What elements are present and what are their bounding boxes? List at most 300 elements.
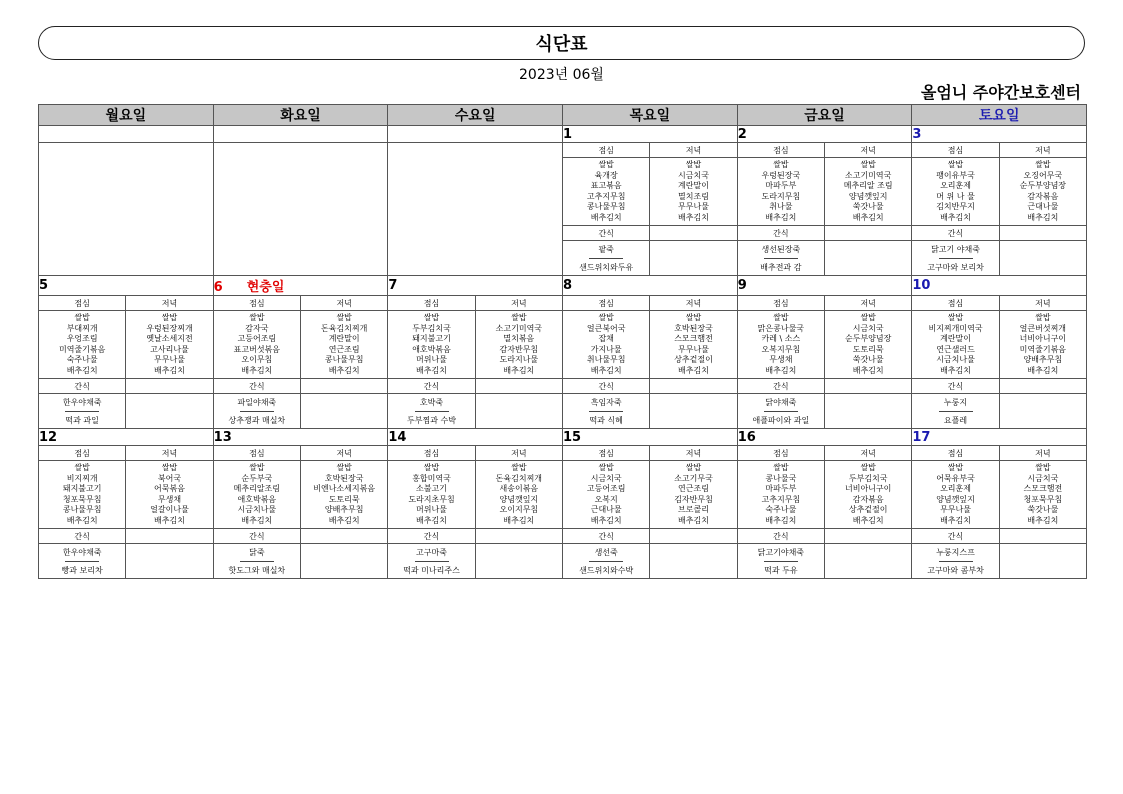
snack-divider	[764, 561, 798, 562]
menu-item: 배추김치	[154, 515, 185, 525]
snack-header-row	[39, 529, 1087, 544]
date-row	[39, 429, 1087, 446]
menu-item: 표고버섯볶음	[233, 344, 281, 354]
menu-item: 도토리묵	[852, 344, 884, 354]
menu-item: 계란말이	[328, 334, 360, 343]
snack-label: 간식	[737, 529, 824, 544]
lunch-menu	[563, 158, 650, 226]
menu-item: 감자볶음	[1027, 191, 1059, 201]
menu-item: 스모크햄전	[1023, 484, 1063, 493]
menu-item: 상추겉절이	[674, 355, 713, 364]
snack-item: 샌드위치와수박	[579, 565, 634, 575]
snack-empty	[999, 394, 1086, 429]
date-cell	[912, 126, 1087, 143]
lunch-menu	[563, 461, 650, 529]
menu-item: 시금치국	[852, 323, 884, 333]
menu-item: 근대나물	[1027, 202, 1059, 211]
snack-item: 핫도그와 매실차	[228, 565, 286, 575]
snack-label: 간식	[563, 226, 650, 241]
menu-item: 배추김치	[590, 515, 622, 525]
menu-item: 쌀밥	[947, 313, 964, 322]
menu-item: 어묵유부국	[936, 473, 975, 483]
snack-label-blank	[301, 529, 388, 544]
menu-item: 배추김치	[765, 515, 797, 525]
snack-row	[39, 544, 1087, 579]
menu-row	[39, 461, 1087, 529]
lunch-menu	[912, 311, 999, 379]
menu-item: 콩나물무침	[62, 505, 102, 514]
snack-empty	[825, 241, 912, 276]
menu-item: 어묵볶음	[154, 484, 185, 493]
snack-item: 파일야채죽	[237, 397, 277, 407]
meal-header-row	[39, 296, 1087, 311]
snack-item: 샌드위치와두유	[579, 262, 634, 272]
menu-item: 멸치조림	[678, 191, 709, 201]
snack-label: 간식	[213, 379, 300, 394]
dinner-label: 저녁	[301, 446, 388, 461]
menu-item: 오리훈제	[940, 181, 971, 190]
snack-cell	[388, 544, 475, 579]
menu-item: 콩나물무침	[586, 202, 626, 211]
snack-item: 닭고기야채죽	[757, 547, 805, 557]
snack-divider	[939, 411, 973, 412]
menu-item: 머 위 나 물	[936, 191, 975, 201]
menu-item: 옛날소세지전	[146, 334, 193, 343]
menu-item: 고추지무침	[761, 494, 801, 504]
snack-item: 생선죽	[594, 547, 618, 557]
menu-item: 쌀밥	[336, 463, 352, 472]
snack-label: 간식	[912, 379, 999, 394]
menu-item: 콩나물무침	[324, 355, 364, 364]
menu-item: 쌀밥	[947, 463, 964, 472]
meal-header-row	[39, 143, 1087, 158]
snack-divider	[415, 561, 449, 562]
menu-item: 오복지무침	[761, 344, 801, 354]
date-number: 7	[388, 278, 398, 293]
snack-cell	[563, 544, 650, 579]
menu-item: 배추김치	[328, 515, 360, 525]
menu-item: 카레 \ 소스	[761, 334, 801, 343]
dinner-label: 저녁	[475, 446, 562, 461]
holiday-label: 현충일	[246, 280, 285, 295]
dinner-menu	[999, 158, 1086, 226]
menu-item: 쌀밥	[423, 313, 440, 322]
menu-item: 쌀밥	[74, 463, 90, 472]
snack-empty	[475, 394, 562, 429]
snack-cell	[39, 544, 126, 579]
date-number: 15	[563, 429, 582, 445]
date-number: 8	[563, 278, 573, 293]
snack-label-blank	[475, 529, 562, 544]
date-number: 13	[213, 429, 232, 445]
dinner-label: 저녁	[475, 296, 562, 311]
menu-item: 오징어무국	[1023, 170, 1063, 180]
menu-item: 애호박볶음	[412, 344, 451, 354]
snack-item: 팥죽	[598, 244, 614, 254]
snack-item: 두부찜과 수박	[407, 415, 456, 425]
snack-empty	[825, 544, 912, 579]
menu-item: 호박된장국	[324, 473, 364, 483]
lunch-menu	[39, 311, 126, 379]
snack-empty	[650, 544, 737, 579]
menu-item: 쌀밥	[685, 463, 702, 472]
menu-item: 비지찌개미역국	[928, 323, 983, 333]
snack-label-blank	[650, 379, 737, 394]
dinner-label: 저녁	[126, 296, 213, 311]
page-title: 식단표	[535, 34, 588, 55]
snack-item: 누룽지스프	[936, 547, 975, 557]
menu-item: 쑥갓나물	[852, 202, 884, 211]
dinner-menu	[475, 461, 562, 529]
snack-divider	[589, 411, 623, 412]
menu-item: 배추김치	[1027, 212, 1059, 222]
snack-cell	[39, 394, 126, 429]
menu-item: 우엉조림	[66, 334, 98, 343]
menu-item: 시금치국	[678, 170, 709, 180]
meal-calendar-table	[38, 104, 1087, 579]
snack-divider	[939, 561, 973, 562]
menu-item: 북어국	[157, 473, 182, 483]
menu-item: 쑥갓나물	[1027, 505, 1059, 514]
date-cell	[39, 276, 214, 296]
lunch-label: 점심	[213, 446, 300, 461]
dinner-label: 저녁	[825, 143, 912, 158]
date-cell	[912, 429, 1087, 446]
snack-divider	[939, 258, 973, 259]
snack-cell	[563, 394, 650, 429]
dinner-menu	[999, 311, 1086, 379]
date-row	[39, 276, 1087, 296]
date-cell	[39, 429, 214, 446]
menu-item: 배추김치	[503, 515, 535, 525]
date-number: 16	[737, 429, 756, 445]
menu-item: 쌀밥	[598, 160, 614, 169]
menu-item: 배추김치	[241, 365, 273, 375]
snack-item: 빵과 보리차	[61, 565, 103, 575]
menu-item: 배추김치	[765, 212, 797, 222]
snack-label: 간식	[912, 226, 999, 241]
dinner-menu	[825, 461, 912, 529]
snack-empty	[825, 394, 912, 429]
snack-label: 간식	[213, 529, 300, 544]
menu-item: 쌀밥	[773, 313, 789, 322]
lunch-menu	[737, 311, 824, 379]
snack-empty	[126, 544, 213, 579]
snack-label: 간식	[39, 379, 126, 394]
date-cell	[563, 429, 738, 446]
menu-item: 너비아니구이	[1019, 334, 1067, 343]
menu-item: 두부김치국	[412, 323, 451, 333]
menu-item: 시금치국	[1027, 473, 1059, 483]
menu-item: 계란말이	[940, 334, 971, 343]
menu-item: 배추김치	[590, 212, 622, 222]
menu-item: 쌀밥	[249, 313, 265, 322]
snack-label: 간식	[737, 226, 824, 241]
menu-item: 김자반무침	[674, 494, 713, 504]
menu-item: 고등어조림	[586, 484, 626, 493]
menu-item: 돼지불고기	[62, 484, 102, 493]
lunch-menu	[213, 311, 300, 379]
menu-item: 숙주나물	[66, 355, 98, 364]
day-header-row	[39, 105, 1087, 126]
snack-label-blank	[999, 226, 1086, 241]
menu-item: 너비아니구이	[845, 484, 892, 493]
snack-cell	[912, 394, 999, 429]
date-cell	[213, 126, 388, 143]
dinner-menu	[825, 311, 912, 379]
menu-item: 배추김치	[416, 515, 447, 525]
snack-cell	[388, 394, 475, 429]
snack-item: 고구마와 보리차	[927, 262, 984, 272]
menu-item: 마파두부	[765, 181, 797, 190]
snack-item: 닭고기 야채죽	[931, 244, 980, 254]
date-cell	[39, 126, 214, 143]
menu-item: 양배추무침	[324, 505, 364, 514]
menu-item: 김치반무지	[936, 202, 975, 211]
lunch-label: 점심	[912, 143, 999, 158]
dinner-menu	[650, 461, 737, 529]
snack-cell	[213, 544, 300, 579]
empty-day-cell	[213, 143, 388, 276]
dinner-label: 저녁	[825, 446, 912, 461]
menu-item: 머위나물	[416, 355, 447, 364]
menu-item: 도라지나물	[499, 355, 539, 364]
snack-empty	[999, 544, 1086, 579]
menu-item: 쌀밥	[161, 463, 178, 472]
lunch-menu	[912, 158, 999, 226]
menu-item: 쌀밥	[773, 463, 789, 472]
snack-label: 간식	[563, 529, 650, 544]
menu-item: 가지나물	[590, 344, 622, 354]
menu-item: 소불고기	[416, 484, 447, 493]
menu-item: 연근조림	[678, 484, 709, 493]
menu-item: 배추김치	[1027, 365, 1059, 375]
menu-item: 감자국	[245, 323, 269, 333]
menu-item: 쌀밥	[511, 313, 527, 322]
menu-item: 고사리나물	[150, 344, 189, 354]
menu-item: 오리훈제	[940, 484, 971, 493]
dinner-menu	[650, 311, 737, 379]
menu-item: 새송이볶음	[499, 484, 539, 493]
snack-label-blank	[301, 379, 388, 394]
menu-item: 배추김치	[416, 365, 447, 375]
menu-item: 배추김치	[678, 212, 709, 222]
snack-item: 떡과 미나리주스	[403, 565, 460, 575]
menu-item: 돈육김치찌개	[495, 473, 543, 483]
snack-divider	[589, 561, 623, 562]
menu-item: 무생채	[157, 494, 182, 504]
snack-divider	[65, 411, 99, 412]
menu-item: 홍합미역국	[412, 473, 451, 483]
menu-item: 콩나물국	[765, 473, 797, 483]
snack-empty	[301, 544, 388, 579]
menu-item: 도라지초무침	[408, 494, 455, 504]
menu-item: 쌀밥	[249, 463, 265, 472]
menu-item: 돼지불고기	[412, 334, 451, 343]
menu-item: 쌀밥	[773, 160, 789, 169]
snack-item: 한우야채죽	[62, 397, 102, 407]
menu-item: 배추김치	[154, 365, 185, 375]
empty-day-cell	[388, 143, 563, 276]
menu-item: 쑥갓나물	[852, 355, 884, 364]
menu-item: 배추김치	[940, 212, 971, 222]
snack-item: 요플레	[943, 415, 968, 425]
menu-item: 연근샐러드	[936, 344, 975, 354]
menu-item: 스모크햄전	[674, 334, 713, 343]
lunch-menu	[563, 311, 650, 379]
snack-item: 누룽지	[943, 397, 968, 407]
menu-item: 양념깻잎지	[848, 191, 888, 201]
snack-item: 떡과 식혜	[589, 415, 623, 425]
date-number: 1	[563, 126, 573, 142]
menu-item: 쌀밥	[1035, 313, 1051, 322]
menu-item: 배추김치	[503, 365, 535, 375]
menu-item: 애호박볶음	[237, 494, 277, 504]
menu-item: 양념깻잎지	[499, 494, 539, 504]
lunch-menu	[912, 461, 999, 529]
menu-item: 쌀밥	[947, 160, 964, 169]
snack-header-row	[39, 379, 1087, 394]
menu-item: 메추리알조림	[233, 484, 281, 493]
snack-label: 간식	[388, 529, 475, 544]
menu-item: 배추김치	[241, 515, 273, 525]
menu-item: 무무나물	[678, 344, 709, 354]
dinner-menu	[126, 311, 213, 379]
snack-cell	[213, 394, 300, 429]
lunch-menu	[737, 461, 824, 529]
snack-label-blank	[825, 379, 912, 394]
menu-item: 쌀밥	[74, 313, 90, 322]
menu-item: 소고기무국	[674, 473, 713, 483]
dinner-menu	[999, 461, 1086, 529]
menu-item: 배추김치	[765, 365, 797, 375]
date-number: 3	[912, 126, 922, 142]
menu-item: 무무나물	[678, 202, 709, 211]
lunch-label: 점심	[737, 296, 824, 311]
menu-item: 오이무침	[241, 355, 273, 364]
snack-divider	[589, 258, 623, 259]
menu-item: 근대나물	[590, 505, 622, 514]
snack-empty	[999, 241, 1086, 276]
menu-item: 쌀밥	[598, 313, 614, 322]
menu-item: 쌀밥	[161, 313, 178, 322]
menu-item: 부대찌개	[66, 323, 98, 333]
lunch-label: 점심	[737, 446, 824, 461]
day-header-4: 금요일	[737, 105, 912, 126]
date-cell	[737, 429, 912, 446]
menu-item: 배추김치	[852, 365, 884, 375]
menu-item: 돈육김치찌개	[320, 323, 368, 333]
date-cell	[388, 429, 563, 446]
menu-item: 청포묵무침	[1023, 494, 1063, 504]
menu-item: 비지찌개	[66, 473, 98, 483]
menu-item: 배추김치	[678, 515, 709, 525]
menu-item: 쌀밥	[1035, 463, 1051, 472]
snack-divider	[65, 561, 99, 562]
menu-item: 메추리알 조림	[843, 181, 893, 190]
meal-header-row	[39, 446, 1087, 461]
snack-item: 닭죽	[249, 547, 265, 557]
snack-item: 애플파이와 과일	[752, 415, 810, 425]
lunch-label: 점심	[388, 296, 475, 311]
day-header-0: 월요일	[39, 105, 214, 126]
snack-divider	[240, 561, 274, 562]
snack-label: 간식	[563, 379, 650, 394]
menu-item: 양배추무침	[1023, 355, 1063, 364]
page-title-box	[38, 26, 1085, 60]
menu-item: 오복지	[594, 494, 618, 504]
menu-item: 쌀밥	[423, 463, 440, 472]
menu-item: 쌀밥	[860, 463, 876, 472]
snack-label-blank	[650, 226, 737, 241]
menu-item: 상추겉절이	[848, 505, 888, 514]
snack-empty	[126, 394, 213, 429]
menu-item: 마파두부	[765, 484, 797, 493]
menu-item: 도라지무침	[761, 191, 801, 201]
snack-item: 고구마죽	[416, 547, 447, 557]
dinner-label: 저녁	[650, 143, 737, 158]
date-number: 9	[737, 278, 747, 293]
menu-item: 호박된장국	[674, 323, 713, 333]
menu-item: 시금치나물	[237, 505, 277, 514]
menu-item: 고추지무침	[586, 191, 626, 201]
menu-item: 쌀밥	[598, 463, 614, 472]
dinner-label: 저녁	[825, 296, 912, 311]
menu-item: 순두부양념장	[845, 334, 892, 343]
snack-item: 한우야채죽	[62, 547, 102, 557]
lunch-label: 점심	[388, 446, 475, 461]
snack-item: 상추쟁과 매실차	[228, 415, 286, 425]
lunch-label: 점심	[563, 296, 650, 311]
menu-item: 쌀밥	[511, 463, 527, 472]
snack-label-blank	[999, 529, 1086, 544]
lunch-label: 점심	[912, 446, 999, 461]
menu-item: 육개장	[594, 170, 618, 180]
menu-item: 순두부양념장	[1019, 181, 1067, 190]
menu-item: 도토리묵	[328, 494, 360, 504]
menu-item: 표고볶음	[590, 181, 622, 190]
snack-row	[39, 394, 1087, 429]
snack-cell	[912, 241, 999, 276]
snack-label-blank	[825, 226, 912, 241]
day-header-2: 수요일	[388, 105, 563, 126]
day-header-5: 토요일	[912, 105, 1087, 126]
date-cell	[563, 126, 738, 143]
snack-label-blank	[825, 529, 912, 544]
menu-item: 쌀밥	[685, 160, 702, 169]
dinner-menu	[475, 311, 562, 379]
menu-item: 시금치국	[590, 473, 622, 483]
menu-item: 팽이유부국	[936, 170, 975, 180]
lunch-menu	[388, 311, 475, 379]
menu-item: 배추김치	[852, 212, 884, 222]
date-cell	[388, 276, 563, 296]
menu-item: 무생채	[769, 355, 793, 364]
dinner-label: 저녁	[650, 296, 737, 311]
menu-item: 계란말이	[678, 181, 709, 190]
snack-cell	[563, 241, 650, 276]
day-header-1: 화요일	[213, 105, 388, 126]
snack-cell	[737, 394, 824, 429]
menu-item: 오이지무침	[499, 505, 539, 514]
date-cell	[213, 276, 388, 296]
month-label: 2023년 06월	[519, 67, 604, 83]
menu-item: 연근조림	[328, 344, 360, 354]
menu-item: 쌀밥	[685, 313, 702, 322]
menu-item: 쌀밥	[1035, 160, 1051, 169]
date-number: 6	[213, 280, 223, 295]
menu-item: 쌀밥	[860, 313, 876, 322]
